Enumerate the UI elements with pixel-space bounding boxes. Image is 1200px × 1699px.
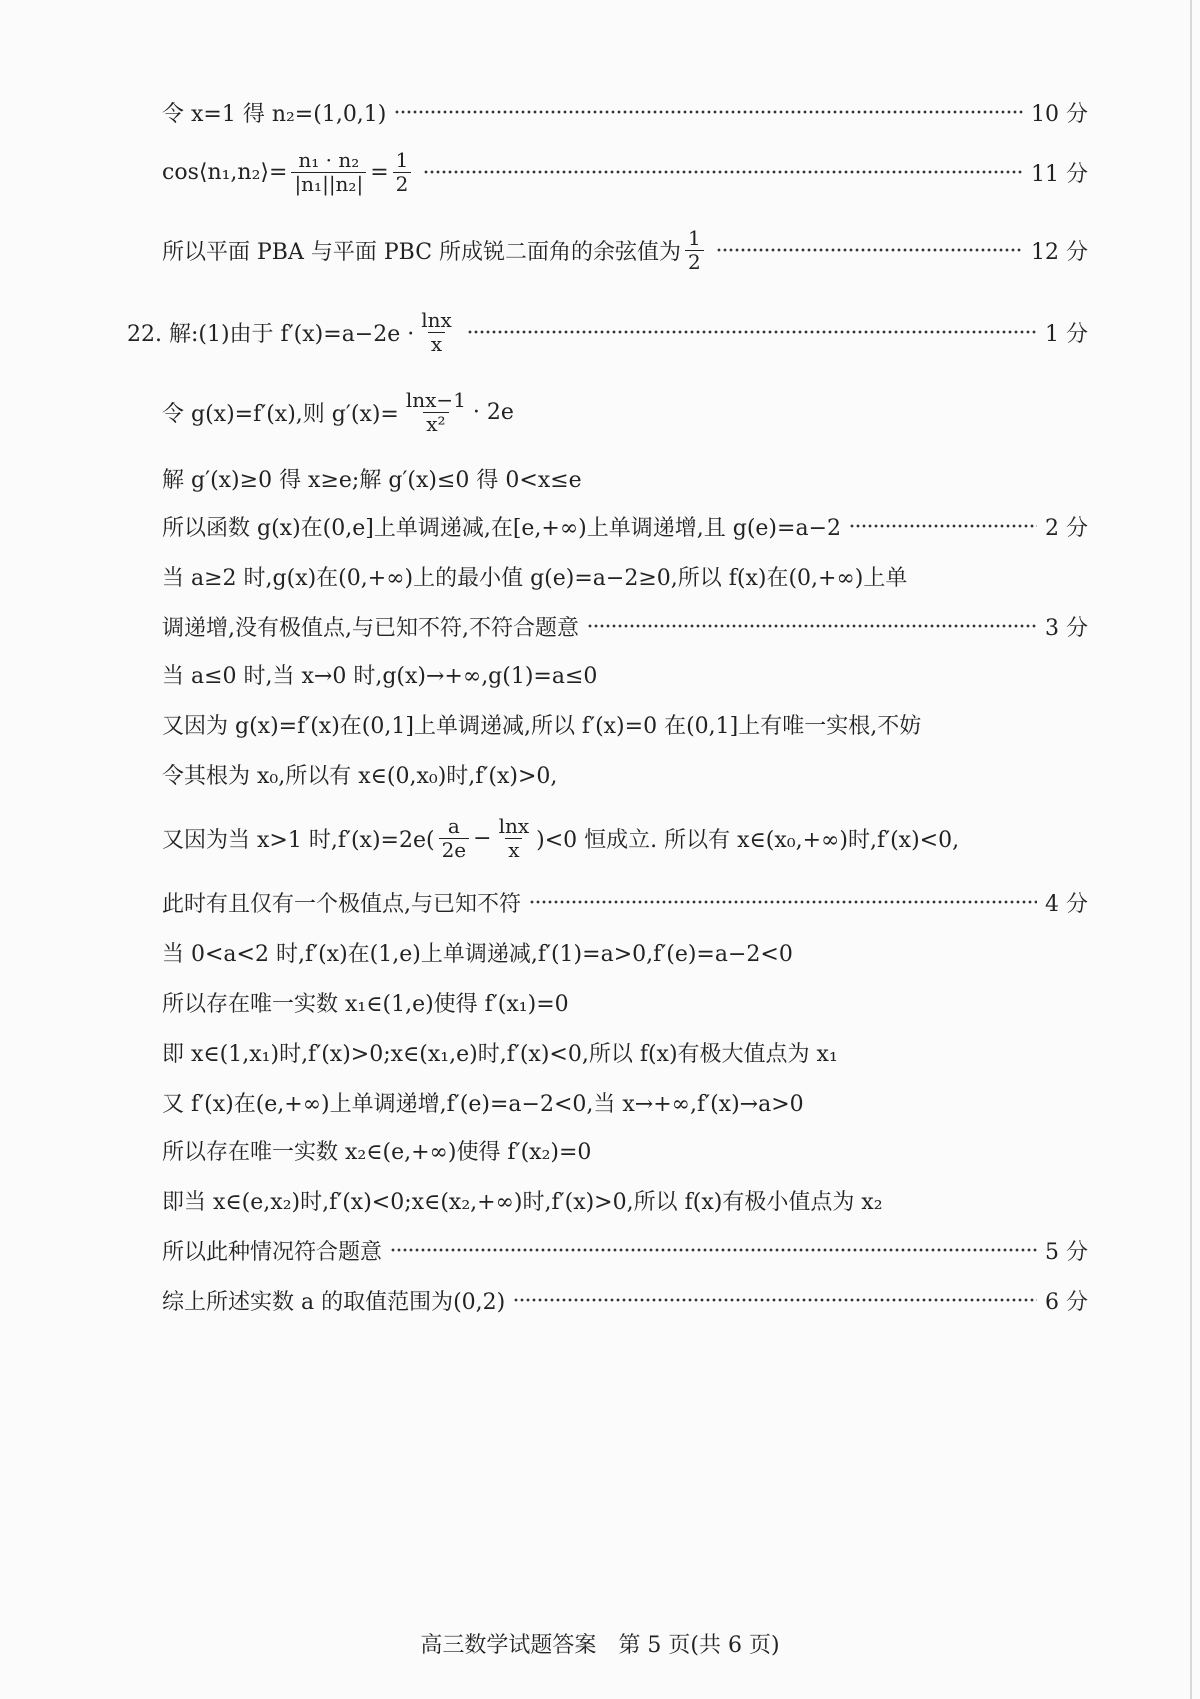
solution-line: 所以此种情况符合题意 5 分	[162, 1228, 1088, 1272]
score-label: 6 分	[1045, 1289, 1088, 1315]
dot-leader	[849, 522, 1037, 530]
solution-line: 此时有且仅有一个极值点,与已知不符 4 分	[162, 880, 1088, 924]
solution-line: 令 x=1 得 n₂=(1,0,1) 10 分	[162, 90, 1088, 134]
solution-line: 当 0<a<2 时,f′(x)在(1,e)上单调递减,f′(1)=a>0,f′(e)=a−2<0	[162, 941, 793, 967]
solution-line: 即当 x∈(e,x₂)时,f′(x)<0;x∈(x₂,+∞)时,f′(x)>0,所以 f(x)有极小值点为 x₂	[162, 1189, 883, 1215]
score-label: 12 分	[1031, 239, 1088, 265]
score-label: 10 分	[1031, 101, 1088, 127]
dot-leader	[587, 622, 1037, 630]
fraction: $\frac{1}{2}$	[393, 149, 412, 196]
solution-line: 令其根为 x₀,所以有 x∈(0,x₀)时,f′(x)>0,	[162, 763, 558, 789]
fraction: $\frac{\ln x}{x}$	[498, 813, 530, 862]
fraction: $\frac{\text{n₁ · n₂}}{\text{|n₁||n₂|}}$	[291, 149, 366, 196]
solution-line: 所以存在唯一实数 x₂∈(e,+∞)使得 f′(x₂)=0	[162, 1139, 592, 1165]
solution-line: cos⟨n₁,n₂⟩= $\frac{\text{n₁ · n₂}}{\text{|n₁||n₂|}}$ = $\frac{1}{2}$ 11 分	[162, 147, 1088, 196]
dot-leader	[513, 1296, 1037, 1304]
solution-line: 所以存在唯一实数 x₁∈(1,e)使得 f′(x₁)=0	[162, 991, 569, 1017]
solution-line: 当 a≤0 时,当 x→0 时,g(x)→+∞,g(1)=a≤0	[162, 663, 598, 689]
score-label: 3 分	[1045, 615, 1088, 641]
solution-line: 又 f′(x)在(e,+∞)上单调递增,f′(e)=a−2<0,当 x→+∞,f′(x)→a>0	[162, 1091, 804, 1117]
solution-line: 综上所述实数 a 的取值范围为(0,2) 6 分	[162, 1278, 1088, 1322]
score-label: 11 分	[1031, 161, 1088, 187]
score-label: 4 分	[1045, 891, 1088, 917]
fraction: $\frac{a}{2e}$	[439, 815, 470, 862]
question-22-start: 22. 解:(1)由于 f′(x)=a−2e · $\frac{\ln x}{x}$ 1 分	[127, 307, 1088, 356]
dot-leader	[390, 1246, 1037, 1254]
solution-line: 所以平面 PBA 与平面 PBC 所成锐二面角的余弦值为 $\frac{1}{2}$ 12 分	[162, 225, 1088, 274]
solution-line: 所以函数 g(x)在(0,e]上单调递减,在[e,+∞)上单调递增,且 g(e)=a−2 2 分	[162, 504, 1088, 548]
dot-leader	[716, 246, 1023, 254]
score-label: 5 分	[1045, 1239, 1088, 1265]
solution-line: 调递增,没有极值点,与已知不符,不符合题意 3 分	[162, 604, 1088, 648]
fraction: $\frac{\ln x-1}{\text{x²}}$	[405, 387, 466, 436]
solution-line: 解 g′(x)≥0 得 x≥e;解 g′(x)≤0 得 0<x≤e	[162, 467, 582, 493]
solution-line: 令 g(x)=f′(x),则 g′(x)= $\frac{\ln x-1}{\text{x²}}$ · 2e	[162, 387, 514, 436]
page-footer: 高三数学试题答案 第 5 页(共 6 页)	[420, 1633, 780, 1658]
solution-line: 即 x∈(1,x₁)时,f′(x)>0;x∈(x₁,e)时,f′(x)<0,所以 f(x)有极大值点为 x₁	[162, 1041, 838, 1067]
fraction: $\frac{1}{2}$	[685, 227, 704, 274]
dot-leader	[529, 898, 1037, 906]
score-label: 2 分	[1045, 515, 1088, 541]
solution-line: 又因为当 x>1 时,f′(x)=2e( $\frac{a}{2e}$ − $\frac{\ln x}{x}$ )<0 恒成立. 所以有 x∈(x₀,+∞)时,f′(x)<0,	[162, 813, 960, 862]
dot-leader	[423, 168, 1023, 176]
dot-leader	[467, 328, 1037, 336]
score-label: 1 分	[1045, 321, 1088, 347]
fraction: $\frac{\ln x}{x}$	[421, 307, 452, 356]
dot-leader	[394, 108, 1023, 116]
solution-line: 又因为 g(x)=f′(x)在(0,1]上单调递减,所以 f′(x)=0 在(0,1]上有唯一实根,不妨	[162, 713, 922, 739]
solution-line: 当 a≥2 时,g(x)在(0,+∞)上的最小值 g(e)=a−2≥0,所以 f(x)在(0,+∞)上单	[162, 565, 908, 591]
